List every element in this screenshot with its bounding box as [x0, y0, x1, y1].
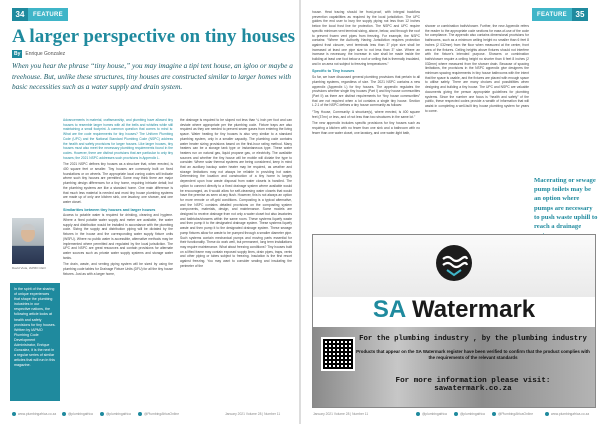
- page-number-right: 35: [572, 8, 588, 21]
- twitter-icon: [100, 412, 104, 416]
- advert-website-link[interactable]: For more information please visit: sawatermark.co.za: [395, 377, 551, 393]
- left-page: [0, 0, 299, 424]
- footer-social-right-3[interactable]: [492, 412, 533, 416]
- page-number-left: 34: [12, 8, 28, 21]
- advert-description: Products that appear on the SA Watermark register have been verified to confirm that the product complies with the requirements of the relevant standards: [356, 349, 590, 360]
- footer-social-text: @PlumbingAfricaOnline: [144, 412, 180, 416]
- paragraph: the drainage is required to be sloped not less than ¼ inch per foot and can deviate where appropriate per the plumbing code. Fixture traps are also required as they are needed to prevent sewer gases from entering the living space. Water heating for tiny houses is also very similar to a standard plumbing system, only in a smaller capacity. The plumbing code contains water heater sizing provisions based on the first-hour rating method. Many heaters can be a storage tank type or instantaneous type. These water heaters run on natural gas, liquid propane gas, or electricity. The available sources and whether the tiny house will be mobile will dictate the type to consider. Where solar thermal systems are being considered, keep in mind that an auxiliary backup water heater may be required, as weather and storage limitations may not always be reliable in providing hot water. Determining the location and construction of a tiny home is largely dependent upon how waste disposal from water closets is handled. The option to connect directly to a fixed drainage system where available would be encouraged, as it would allow for self-cleansing water closets that would have the premise as seen at any flush. However, this is not always an option for more remote or off-grid conditions. Composting is a typical alternative, and the NSPC contains detailed provisions on the composting system components, materials, design, and maintenance. Some models are designed to receive drainage from not only a water closet but also lavatories and bathtubs/showers within the same room. These systems liquefy waste and then pump it to the designated drainage system. These systems liquefy waste and then pump it to the designated drainage system. These sewage pump fixtures allow for waste to be pumped through a smaller diameter pipe. Such systems contain mechanical pumps and moving parts essential for their functionality. These do work well, but permanent, long term installations may require maintenance. What about freezing conditions? Tiny houses built on a lifted frame may contain exposed supply lines, drain pipes, traps, vents and other piping or tubes subject to freezing. Insulation is the first resort against freezing. You may want to consider sealing and insulating the perimeter of the: [180, 118, 292, 268]
- footer-issue-left: January 2021 Volume 28 | Number 11: [225, 412, 281, 416]
- sidebar-box: In the spirit of the sharing of unique experiences that shape the plumbing industries in our respective nations, the following article looks at health and safety provisions for tiny houses. Written by IAPMO Plumbing Code Development Administrator, Enrique Gonzalez, it is the next in a regular series of similar articles that will run in this magazine.: [10, 283, 60, 401]
- section-label-right: FEATURE: [532, 8, 572, 21]
- paragraph: shower or combination bath/shower. Further, the new Appendix refers the reader to the appropriate code sections for ease-of-use of the code for compliance. The appendix also contains dimensional provisions for bathrooms, such as a minimum ceiling height no smaller than 6 feet 8 inches (2 032mm) from the floor when measured at the center, front area of the fixtures. Ceiling heights above fixtures should not interfere with the fixture's intended purpose. Showers or combination bath/shower require a ceiling height no shorter than 6 feet 8 inches (2 032mm) where measured from the shower drain. Because of spacing limitations, the provisions in the NSPC appendix give designers the minimum spacing requirements in tiny house bathrooms with the intent that the space is usable, and the fixtures are placed with enough space to utilise safely. There are many choices and possibilities when designing and building a tiny house. The UPC and NSPC are valuable documents giving the person appropriate guidelines for plumbing systems. Since the number one focus is “health and safety” of the public, these respected codes provide a wealth of information that will assist in completing a well-built tiny house plumbing system for years to come.: [425, 24, 529, 113]
- footer-site-text: www.plumbingafrica.co.za: [18, 412, 57, 416]
- author-name: Enrique Gonzalez: [25, 51, 66, 57]
- footer-social-text: @plumbingafrica: [68, 412, 93, 416]
- right-header: [532, 8, 588, 21]
- subheading: Specific to Tiny houses: [312, 69, 355, 74]
- author-photo: [12, 218, 44, 264]
- footer-site-left[interactable]: [12, 412, 56, 416]
- paragraph: The 2021 NSPC defines tiny houses as a structure that, when erected, is 400 square feet or smaller. Tiny houses are commonly built on fixed foundations or on wheels. The appropriate local zoning codes will indicate where such tiny houses are permitted. Some may think there are major plumbing design differences for a tiny home, requiring intricate detail; but the plumbing systems are like a standard home. One main difference is that much less material is needed and most tiny house plumbing systems are made up of only one kitchen sink, one lavatory, one shower, and one water closet.: [63, 162, 173, 204]
- waves-logo-icon: [436, 245, 472, 281]
- photo-hair: [21, 224, 35, 230]
- facebook-icon: [62, 412, 66, 416]
- paragraph: So far, we have discussed general plumbing provisions that pertain to all plumbing systems, regardless of size. The 2021 NSPC contains a new appendix (Appendix L) for tiny houses. The appendix regulates the provisions whether single tiny houses (Part I) and tiny house communities (Part II) as there are distinct requirements for “tiny house communities” that are not required when a lot contains a single tiny house. Section L.2.1 of the NSPC defines a tiny house community as follows:: [312, 75, 420, 108]
- left-footer: [0, 409, 299, 419]
- footer-social-left-3[interactable]: [138, 412, 179, 416]
- paragraph: house. Heat tracing should be frost-proof, with integral backflow prevention capabilities as required by the local jurisdiction. The UPC guides the end user to bury the supply piping not less than 12 inches below the local frost line for protection. The NSPC and UPC require specific minimum vent terminal sizing, above, below, and through the roof to prevent frozen vent pipes from freezing. For example, the NSPC contains: “Where the Authority Having Jurisdiction requires protection against frost closure, vent terminals less than 3” pipe size shall be increased at least one pipe size to not less than 3” size. Where an increase is necessary, the increase in size shall be made inside the building at least one foot below a roof or ceiling that is thermally insulated, and in an area not subject to freezing temperatures.”: [312, 10, 420, 66]
- footer-social-left-2[interactable]: [100, 412, 131, 416]
- brand-prefix: SA: [372, 296, 406, 323]
- photo-caption: David Viola, IAPMO CEO: [12, 266, 46, 270]
- qr-code-icon[interactable]: [321, 337, 355, 371]
- footer-social-text: @plumbingafrica: [460, 412, 485, 416]
- paragraph: The drain, waste, and venting piping system will be sized by using the plumbing code tables for Drainage Fixture Units (DFU) for all the tiny house fixtures. Just as with a larger home,: [63, 262, 173, 276]
- column-4: [425, 24, 529, 230]
- column-3: [312, 10, 420, 230]
- instagram-icon: [138, 412, 142, 416]
- column-2: [180, 118, 292, 408]
- byline-tag: By: [14, 51, 21, 57]
- column-1: [63, 118, 173, 408]
- bullet-item: The new appendix includes specific provisions for tiny houses such as requiring a kitchen with no fewer than one sink and a bathroom with no fewer than one water closet, one lavatory, and one water-tight bath,: [312, 121, 420, 135]
- section-label-left: FEATURE: [28, 8, 68, 21]
- sa-watermark-advert[interactable]: [312, 234, 596, 408]
- advert-logo-area: [313, 235, 595, 297]
- globe-icon: [545, 412, 549, 416]
- pull-quote: Macerating or sewage pump toilets may be an option where pumps are necessary to push waste uphill to reach a drainage: [534, 177, 598, 231]
- footer-site-right[interactable]: [545, 412, 589, 416]
- footer-social-right-2[interactable]: [454, 412, 485, 416]
- left-header: [12, 8, 68, 21]
- footer-social-text: @plumbingafrica: [106, 412, 131, 416]
- footer-social-right-1[interactable]: [416, 412, 447, 416]
- bullet-item: “Tiny House, Community: A structure(s), where erected, is 400 square feet (37m²) or less, and of not less than two structures in the same lot.”: [312, 110, 420, 119]
- advert-brand: [313, 297, 595, 323]
- advert-tagline: For the plumbing industry , by the plumbing industry: [359, 335, 587, 343]
- subheading: Similarities between tiny houses and larger houses: [63, 207, 156, 212]
- footer-issue-right: January 2021 Volume 28 | Number 11: [313, 412, 369, 416]
- globe-icon: [12, 412, 16, 416]
- byline: [12, 50, 65, 58]
- instagram-icon: [492, 412, 496, 416]
- paragraph: Access to potable water is required for drinking, cleaning and hygiene. Where a fixed potable water supply and meter are available, the water supply and distribution would be installed in accordance with the plumbing code. Sizing the supply and distribution piping will be dictated by the fixtures in the house and the corresponding water supply fixture units (WSFU). Where no public water is accessible, alternative methods may be implemented where permitted and regulated by the local jurisdiction. The UPC and NSPC are great resources and contain provisions for alternate water sources such as private water supply systems and storage water tanks.: [63, 213, 173, 260]
- article-title: A larger perspective on tiny houses: [12, 26, 296, 47]
- article-intro: When you hear the phrase “tiny house,” you may imagine a tipi tent house, an igloo or maybe a treehouse. But, unlike these structures, tiny houses are constructed similar to larger homes with basic necessities such as a water supply and drain system.: [12, 61, 293, 91]
- twitter-icon: [454, 412, 458, 416]
- lead-paragraph: Advancements in material, craftsmanship, and plumbing have allowed tiny houses to resemble larger homes with all the bells and whistles while still maintaining a small footprint. A common question that comes to mind is: What are the code requirements for tiny houses? The Uniform Plumbing Code (UPC) and the National Standard Plumbing Code (NSPC) address the health and safety provisions for larger houses. Like larger houses, tiny houses must also meet the necessary plumbing requirements found in the codes. However, there are distinct provisions that are particular to only tiny houses; the 2021 NSPC addresses such provisions in Appendix L.: [63, 118, 173, 160]
- footer-social-text: @plumbingafrica: [422, 412, 447, 416]
- right-page: [301, 0, 600, 424]
- facebook-icon: [416, 412, 420, 416]
- right-footer: [301, 409, 600, 419]
- footer-social-left-1[interactable]: [62, 412, 93, 416]
- footer-social-text: @PlumbingAfricaOnline: [498, 412, 534, 416]
- footer-site-text: www.plumbingafrica.co.za: [551, 412, 590, 416]
- brand-word: Watermark: [411, 296, 536, 323]
